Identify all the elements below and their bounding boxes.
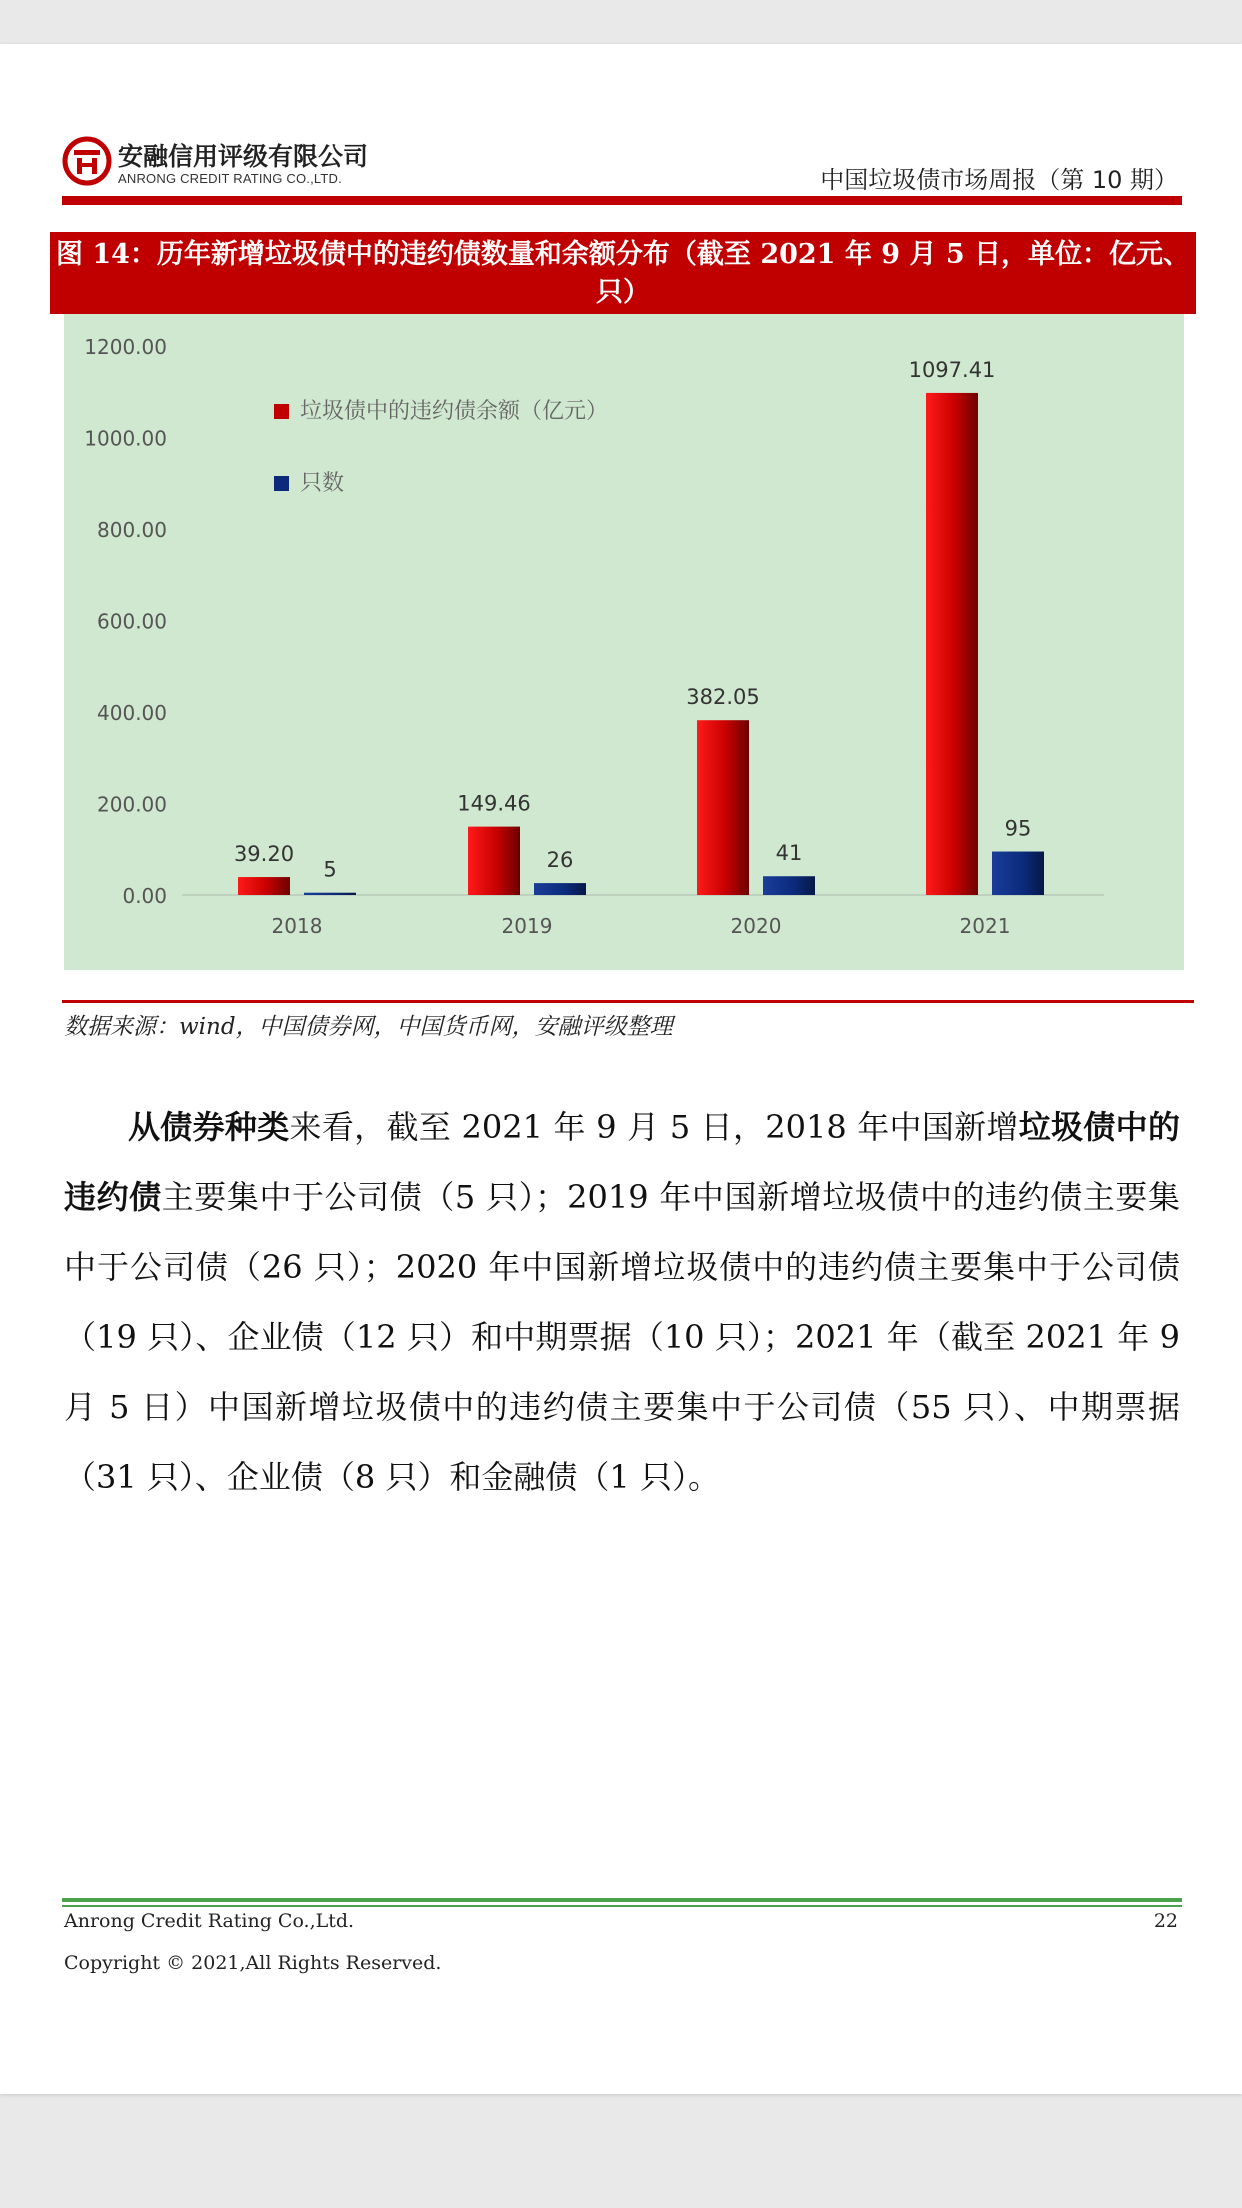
bar-default-balance <box>468 827 520 895</box>
footer-copyright: Copyright © 2021,All Rights Reserved. <box>64 1952 442 1974</box>
body-bold-bond-type: 从债券种类 <box>128 1108 290 1146</box>
header-rule <box>62 196 1182 205</box>
chart-svg <box>64 314 1184 970</box>
data-label-count: 5 <box>323 857 337 882</box>
body-text-1: 来看，截至 2021 年 9 月 5 日，2018 年中国新增 <box>289 1108 1019 1146</box>
bar-default-balance <box>238 877 290 895</box>
page-number: 22 <box>1153 1910 1178 1932</box>
body-text-2: 主要集中于公司债（5 只）；2019 年中国新增垃圾债中的违约债主要集中于公司债（26 只）；2020 年中国新增垃圾债中的违约债主要集中于公司债（19 只）、企业债（12 只）和中期票据（10 只）；2021 年（截至 2021 年 9 月 5 日）中国新增垃圾债中的违约债主要集中于公司债（55 只）、中期票据（31 只）、企业债（8 只）和金融债（1 只）。 <box>64 1178 1180 1496</box>
body-paragraph <box>64 1092 1180 1512</box>
data-label-count: 26 <box>546 848 574 873</box>
company-name-en: ANRONG CREDIT RATING CO.,LTD. <box>118 171 342 186</box>
anrong-logo-icon <box>62 136 112 186</box>
body-bold-default-bonds: 垃圾债中的违约债 <box>64 1108 1180 1216</box>
data-label-balance: 1097.41 <box>908 357 996 382</box>
bar-default-count <box>992 852 1044 895</box>
y-tick-label: 1200.00 <box>84 335 167 359</box>
data-label-balance: 382.05 <box>686 685 760 710</box>
y-tick-label: 800.00 <box>97 518 167 542</box>
figure-title: 图 14：历年新增垃圾债中的违约债数量和余额分布（截至 2021 年 9 月 5 日，单位：亿元、只） <box>50 232 1196 314</box>
legend-label: 只数 <box>300 471 345 496</box>
x-tick-label: 2019 <box>501 914 553 938</box>
footer-rule-thin <box>62 1905 1182 1907</box>
source-rule <box>62 1000 1194 1003</box>
report-title: 中国垃圾债市场周报（第 10 期） <box>820 166 1178 194</box>
y-tick-label: 1000.00 <box>84 426 167 451</box>
y-tick-label: 0.00 <box>122 884 167 908</box>
legend-label: 垃圾债中的违约债余额（亿元） <box>300 399 609 424</box>
footer-company: Anrong Credit Rating Co.,Ltd. <box>64 1910 355 1932</box>
data-label-count: 95 <box>1004 816 1032 841</box>
data-source-note: 数据来源：wind，中国债券网，中国货币网，安融评级整理 <box>64 1014 673 1040</box>
bar-default-count <box>304 893 356 895</box>
y-tick-label: 600.00 <box>97 609 167 634</box>
bar-default-count <box>534 883 586 895</box>
x-tick-label: 2020 <box>730 914 782 938</box>
chart <box>64 314 1184 970</box>
data-label-balance: 39.20 <box>233 842 295 867</box>
company-name-cn: 安融信用评级有限公司 <box>118 142 369 171</box>
x-tick-label: 2021 <box>959 914 1011 938</box>
y-tick-label: 200.00 <box>97 792 167 817</box>
legend-swatch <box>274 476 289 491</box>
legend-swatch <box>274 404 289 419</box>
y-tick-label: 400.00 <box>97 701 167 725</box>
x-tick-label: 2018 <box>271 914 323 938</box>
data-label-balance: 149.46 <box>457 791 531 816</box>
bar-default-count <box>763 876 815 895</box>
footer-rule <box>62 1898 1182 1902</box>
bar-default-balance <box>926 393 978 895</box>
data-label-count: 41 <box>775 841 803 866</box>
bar-default-balance <box>697 720 749 895</box>
